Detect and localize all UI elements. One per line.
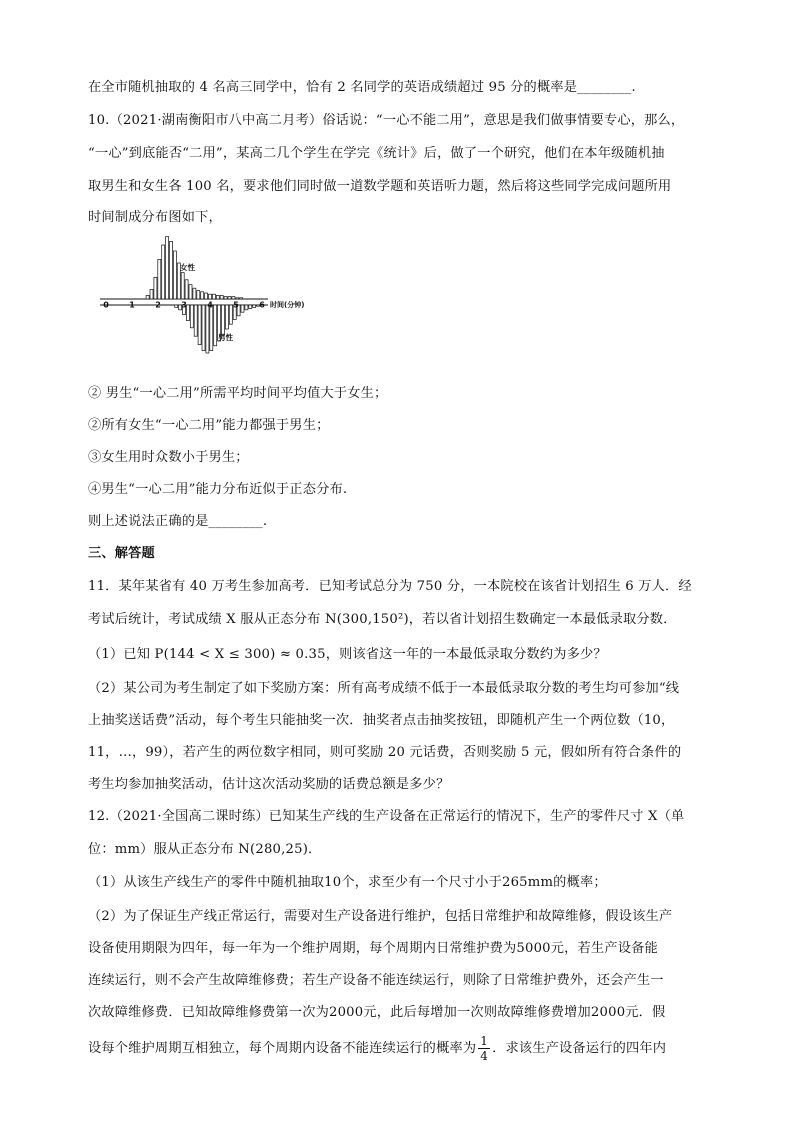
q10-line-3: 取男生和女生各 100 名，要求他们同时做一道数学题和英语听力题，然后将这些同学完成问题所用 bbox=[88, 179, 672, 194]
q11-line-1: 11．某年某省有 40 万考生参加高考．已知考试总分为 750 分，一本院校在该省计划招生 6 万人．经 bbox=[88, 579, 692, 594]
q11-part-2-line-1: （2）某公司为考生制定了如下奖励方案：所有高考成绩不低于一本最低录取分数的考生均可参加“线 bbox=[88, 681, 680, 696]
bar-male bbox=[249, 305, 252, 309]
x-tick-label: 1 bbox=[129, 300, 135, 310]
q12-part-2-line-5 bbox=[88, 1034, 666, 1063]
option-2: ②所有女生“一心二用”能力都强于男生； bbox=[88, 418, 330, 433]
bar-female bbox=[240, 298, 243, 299]
q12-part-2-line-3: 连续运行，则不会产生故障维修费；若生产设备不能连续运行，则除了日常维护费外，还会产生一 bbox=[88, 973, 664, 988]
x-tick-label: 5 bbox=[233, 300, 239, 310]
bar-female bbox=[158, 259, 161, 299]
q11-part-2-line-3: 11，…，99），若产生的两位数字相同，则可奖励 20 元话费，否则奖励 5 元，假如所有符合条件的 bbox=[88, 745, 682, 760]
q11-part-2-line-4: 考生均参加抽奖活动，估计这次活动奖励的话费总额是多少？ bbox=[88, 777, 450, 792]
bar-female bbox=[201, 292, 204, 299]
option-4: ④男生“一心二用”能力分布近似于正态分布. bbox=[88, 482, 348, 497]
q12-part-2-line-5-tail: ．求该生产设备运行的四年内 bbox=[492, 1041, 667, 1056]
bar-female bbox=[166, 237, 169, 299]
q12-part-1: （1）从该生产线生产的零件中随机抽取10个，求至少有一个尺寸小于265mm的概率； bbox=[88, 875, 607, 890]
q11-part-2-line-2: 上抽奖送话费”活动，每个考生只能抽奖一次．抽奖者点击抽奖按钮，即随机产生一个两位数（10， bbox=[88, 713, 675, 728]
bar-female bbox=[232, 297, 235, 299]
x-tick-label: 2 bbox=[155, 300, 161, 310]
option-3: ③女生用时众数小于男生； bbox=[88, 450, 249, 465]
bar-male bbox=[214, 305, 217, 346]
bar-female bbox=[185, 280, 188, 299]
bar-female bbox=[197, 291, 200, 299]
q10-answer-prompt: 则上述说法正确的是________. bbox=[88, 514, 268, 529]
time-distribution-chart bbox=[100, 232, 305, 382]
bar-male bbox=[229, 305, 232, 324]
bar-male bbox=[245, 305, 248, 310]
q12-line-2: 位：mm）服从正态分布 N(280,25)． bbox=[88, 842, 322, 857]
bar-male bbox=[194, 305, 197, 336]
bar-male bbox=[253, 305, 256, 307]
bar-female bbox=[154, 277, 157, 299]
option-1: ② 男生“一心二用”所需平均时间平均值大于女生； bbox=[88, 386, 388, 401]
bar-female bbox=[228, 297, 231, 299]
series-label-female: 女性 bbox=[180, 263, 195, 272]
q11-line-2: 考试后统计，考试成绩 X 服从正态分布 N(300,150²)，若以省计划招生数确定一本最低录取分数． bbox=[88, 612, 677, 627]
bar-female bbox=[212, 294, 215, 299]
x-axis-label: 时间(分钟) bbox=[270, 301, 305, 309]
series-label-male: 男性 bbox=[218, 333, 233, 342]
bar-male bbox=[225, 305, 228, 329]
bar-male bbox=[210, 305, 213, 351]
q10-line-2: “一心”到底能否“二用”，某高二几个学生在学完《统计》后，做了一个研究，他们在本年级随机抽 bbox=[88, 146, 665, 161]
bar-female bbox=[173, 251, 176, 299]
bar-male bbox=[175, 305, 178, 307]
bar-female bbox=[150, 289, 153, 299]
q12-part-2-line-1: （2）为了保证生产线正常运行，需要对生产设备进行维护，包括日常维护和故障维修，假设该生产 bbox=[88, 909, 673, 924]
bar-male bbox=[206, 305, 209, 353]
fraction-numerator: 1 bbox=[480, 1034, 489, 1048]
q10-line-1: 10.（2021·湖南衡阳市八中高二月考）俗话说：“一心不能二用”，意思是我们做事情要专心，那么， bbox=[88, 113, 685, 128]
q12-part-2-line-2: 设备使用期限为四年，每一年为一个维护周期，每个周期内日常维护费为5000元，若生产设备能 bbox=[88, 941, 658, 956]
bar-female bbox=[162, 245, 165, 299]
q12-line-1: 12.（2021·全国高二课时练）已知某生产线的生产设备在正常运行的情况下，生产的零件尺寸 X（单 bbox=[88, 809, 685, 824]
q9-tail: 在全市随机抽取的 4 名高三同学中，恰有 2 名同学的英语成绩超过 95 分的概率是________. bbox=[88, 80, 636, 95]
section-heading: 三、解答题 bbox=[88, 546, 155, 561]
bar-female bbox=[236, 298, 239, 299]
q11-part-1: （1）已知 P(144 < X ≤ 300) ≈ 0.35，则该省这一年的一本最低录取分数约为多少？ bbox=[88, 647, 607, 662]
x-tick-label: 6 bbox=[259, 300, 265, 310]
bar-female bbox=[181, 273, 184, 299]
bar-male bbox=[222, 305, 225, 335]
bar-female bbox=[216, 295, 219, 299]
q10-line-4: 时间制成分布图如下， bbox=[88, 210, 222, 225]
bar-female bbox=[224, 297, 227, 299]
x-tick-label: 4 bbox=[207, 300, 213, 310]
probability-fraction bbox=[478, 1034, 490, 1063]
bar-female bbox=[193, 288, 196, 299]
x-tick-label: 0 bbox=[103, 300, 109, 310]
bar-female bbox=[146, 295, 149, 299]
fraction-denominator: 4 bbox=[480, 1049, 489, 1063]
bar-male bbox=[190, 305, 193, 328]
bar-female bbox=[189, 285, 192, 299]
bar-male bbox=[241, 305, 244, 312]
bar-male bbox=[198, 305, 201, 345]
bar-male bbox=[186, 305, 189, 321]
x-tick-label: 3 bbox=[181, 300, 187, 310]
q12-part-2-line-5-text: 设每个维护周期互相独立，每个周期内设备不能连续运行的概率为 bbox=[88, 1041, 477, 1056]
bar-female bbox=[209, 294, 212, 299]
bar-female bbox=[170, 241, 173, 299]
bar-female bbox=[205, 293, 208, 299]
chart-bars bbox=[146, 237, 260, 353]
bar-male bbox=[202, 305, 205, 351]
bar-female bbox=[220, 295, 223, 299]
q12-part-2-line-4: 次故障维修费．已知故障维修费第一次为2000元，此后每增加一次则故障维修费增加2000元．假 bbox=[88, 1005, 666, 1020]
